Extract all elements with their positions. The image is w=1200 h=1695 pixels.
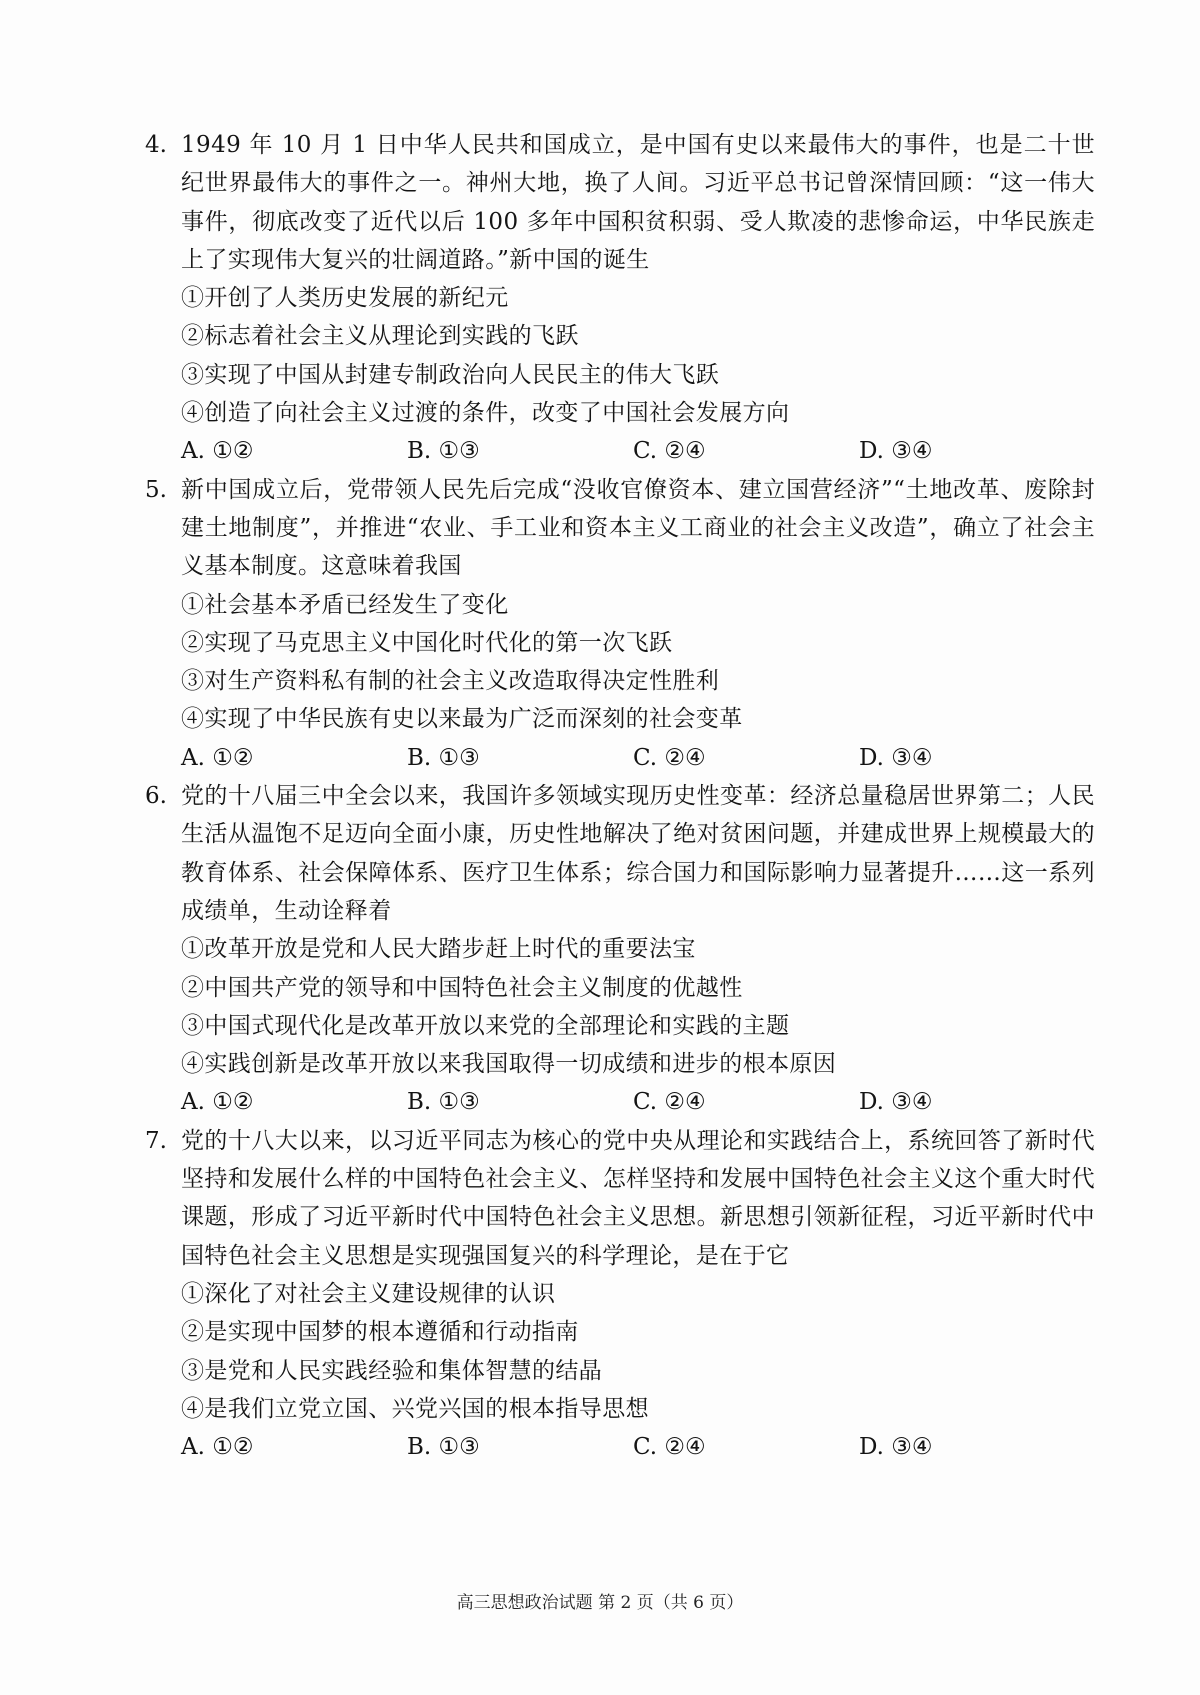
question-stem: 1949 年 10 月 1 日中华人民共和国成立，是中国有史以来最伟大的事件，也是二十世纪世界最伟大的事件之一。神州大地，换了人间。习近平总书记曾深情回顾：“这一伟大事件，彻底改变了近代以后 100 多年中国积贫积弱、受人欺凌的悲惨命运，中华民族走上了实现伟大复兴的壮阔道路。”新中国的诞生	[181, 132, 1095, 273]
statement-1: ①开创了人类历史发展的新纪元	[181, 285, 509, 312]
statement-2: ②标志着社会主义从理论到实践的飞跃	[181, 323, 579, 350]
question-number: 5.	[145, 476, 167, 503]
question-6	[145, 777, 1095, 1122]
statement-1: ①深化了对社会主义建设规律的认识	[181, 1280, 556, 1307]
choice-c: C. ②④	[633, 1434, 706, 1461]
choice-b: B. ①③	[407, 744, 480, 771]
statement-3: ③是党和人民实践经验和集体智慧的结晶	[181, 1357, 603, 1384]
statement-4: ④是我们立党立国、兴党兴国的根本指导思想	[181, 1395, 649, 1422]
statement-2: ②是实现中国梦的根本遵循和行动指南	[181, 1319, 579, 1346]
question-stem: 新中国成立后，党带领人民先后完成“没收官僚资本、建立国营经济”“土地改革、废除封建土地制度”，并推进“农业、手工业和资本主义工商业的社会主义改造”，确立了社会主义基本制度。这意味着我国	[181, 476, 1095, 580]
statement-3: ③对生产资料私有制的社会主义改造取得决定性胜利	[181, 668, 720, 695]
page-footer: 高三思想政治试题 第 2 页（共 6 页）	[456, 1593, 744, 1613]
question-4	[145, 126, 1095, 471]
choice-d: D. ③④	[859, 438, 933, 465]
question-7	[145, 1122, 1095, 1467]
choice-c: C. ②④	[633, 1089, 706, 1116]
choice-a: A. ①②	[181, 744, 254, 771]
statement-2: ②实现了马克思主义中国化时代化的第一次飞跃	[181, 629, 673, 656]
statement-1: ①社会基本矛盾已经发生了变化	[181, 591, 509, 618]
statement-1: ①改革开放是党和人民大踏步赶上时代的重要法宝	[181, 936, 696, 963]
question-5	[145, 471, 1095, 777]
choice-b: B. ①③	[407, 438, 480, 465]
choice-d: D. ③④	[859, 1089, 933, 1116]
choice-d: D. ③④	[859, 744, 933, 771]
statement-3: ③中国式现代化是改革开放以来党的全部理论和实践的主题	[181, 1012, 790, 1039]
answer-choices	[181, 1083, 1095, 1121]
choice-c: C. ②④	[633, 438, 706, 465]
choice-a: A. ①②	[181, 1089, 254, 1116]
statement-4: ④创造了向社会主义过渡的条件，改变了中国社会发展方向	[181, 400, 790, 427]
choice-d: D. ③④	[859, 1434, 933, 1461]
choice-c: C. ②④	[633, 744, 706, 771]
answer-choices	[181, 432, 1095, 470]
choice-a: A. ①②	[181, 438, 254, 465]
statement-2: ②中国共产党的领导和中国特色社会主义制度的优越性	[181, 974, 743, 1001]
choice-b: B. ①③	[407, 1434, 480, 1461]
question-number: 7.	[145, 1127, 167, 1154]
statement-3: ③实现了中国从封建专制政治向人民民主的伟大飞跃	[181, 361, 720, 388]
answer-choices	[181, 1428, 1095, 1466]
question-stem: 党的十八大以来，以习近平同志为核心的党中央从理论和实践结合上，系统回答了新时代坚持和发展什么样的中国特色社会主义、怎样坚持和发展中国特色社会主义这个重大时代课题，形成了习近平新时代中国特色社会主义思想。新思想引领新征程，习近平新时代中国特色社会主义思想是实现强国复兴的科学理论，是在于它	[181, 1127, 1095, 1269]
question-number: 4.	[145, 132, 167, 158]
question-number: 6.	[145, 783, 167, 810]
question-list	[145, 126, 1095, 1466]
answer-choices	[181, 739, 1095, 777]
statement-4: ④实现了中华民族有史以来最为广泛而深刻的社会变革	[181, 706, 743, 733]
choice-a: A. ①②	[181, 1434, 254, 1461]
question-stem: 党的十八届三中全会以来，我国许多领域实现历史性变革：经济总量稳居世界第二；人民生活从温饱不足迈向全面小康，历史性地解决了绝对贫困问题，并建成世界上规模最大的教育体系、社会保障体系、医疗卫生体系；综合国力和国际影响力显著提升……这一系列成绩单，生动诠释着	[181, 783, 1095, 924]
statement-4: ④实践创新是改革开放以来我国取得一切成绩和进步的根本原因	[181, 1051, 837, 1078]
choice-b: B. ①③	[407, 1089, 480, 1116]
